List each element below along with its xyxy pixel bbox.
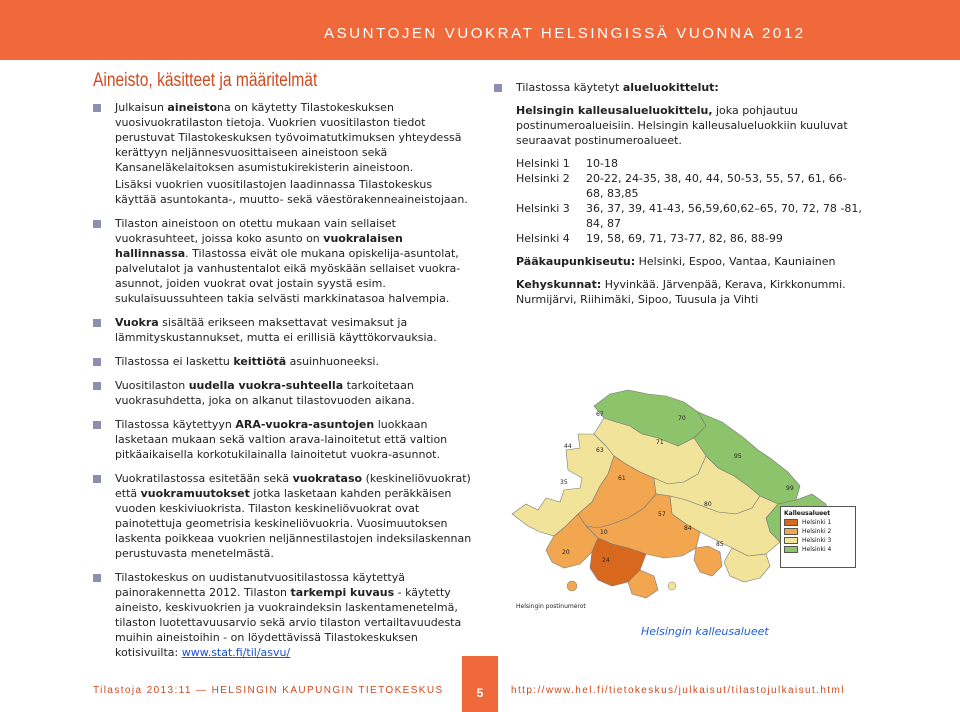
- kalleusalue-table: [516, 156, 864, 246]
- legend-item: [784, 546, 852, 553]
- area-postal-codes: 36, 37, 39, 41-43, 56,59,60,62–65, 70, 72, 78 -81, 84, 87: [586, 202, 862, 230]
- legend-item: [784, 528, 852, 535]
- map-postal-label: 85: [716, 541, 724, 548]
- map-postal-label: 10: [600, 529, 608, 536]
- legend-swatch: [784, 528, 798, 535]
- paragraph-uusi-vuokrasuhde: Vuositilaston uudella vuokra-suhteella tarkoitetaan vuokrasuhdetta, joka on alkanut tilastovuoden aikana.: [93, 378, 475, 408]
- legend-swatch: [784, 537, 798, 544]
- legend-swatch: [784, 519, 798, 526]
- map-postal-label: 63: [596, 447, 604, 454]
- map-postal-label: 61: [618, 475, 626, 482]
- bullet-square-icon: [93, 475, 101, 483]
- paragraph-hallinnassa: Tilaston aineistoon on otettu mukaan vain sellaiset vuokrasuhteet, joissa koko asunto on vuokralaisen hallinnassa. Tilastossa eivät ole mukana opiskelija-asuntolat, palvelutalot ja vanhustentalot eikä myöskään sellaiset vuokra-asunnot, joiden vuokrat ovat jostain syystä esim. sukulaisuussuhteen takia selvästi markkinatasoa halvempia.: [93, 216, 475, 306]
- area-name: Helsinki 3: [516, 202, 570, 215]
- kehyskunnat: Kehyskunnat: Hyvinkää. Järvenpää, Kerava, Kirkkonummi. Nurmijärvi, Riihimäki, Sipoo, Tuusula ja Vihti: [516, 278, 846, 306]
- map-postal-label: 57: [658, 511, 666, 518]
- area-name: Helsinki 4: [516, 232, 570, 245]
- map-postal-label: 71: [656, 439, 664, 446]
- page-header-title: ASUNTOJEN VUOKRAT HELSINGISSÄ VUONNA 2012: [324, 25, 806, 42]
- area-row: [516, 201, 864, 231]
- postal-note: Helsingin postinumerot: [516, 603, 586, 610]
- area-postal-codes: 10-18: [586, 157, 618, 170]
- page-number: 5: [476, 686, 484, 700]
- bullet-square-icon: [93, 104, 101, 112]
- map-postal-label: 70: [678, 415, 686, 422]
- paragraph-vuokrataso: Vuokratilastossa esitetään sekä vuokrataso (keskineliövuokrat) että vuokramuutokset jotka lasketaan kahden peräkkäisen vuoden keskiviuokrista. Tilaston keskineliövuokrat ovat painotettuja geometrisia keskineliövuokria. Vuosimuutoksen laskenta poikkeaa vuokrien neljännestilastojen indeksilaskennan perustuvasta menetelmästä.: [93, 471, 475, 561]
- area-postal-codes: 19, 58, 69, 71, 73-77, 82, 86, 88-99: [586, 232, 783, 245]
- legend-label: Helsinki 1: [802, 519, 832, 526]
- kalleusalue-description: Helsingin kalleusalueluokittelu, joka pohjautuu postinumeroalueisiin. Helsingin kalleusalueluokkiin kuuluvat seuraavat postinumeroalueet.: [516, 104, 848, 147]
- bullet-square-icon: [494, 84, 502, 92]
- helsinki-price-area-map: [508, 386, 843, 616]
- area-row: [516, 171, 864, 201]
- bullet-square-icon: [93, 358, 101, 366]
- area-postal-codes: 20-22, 24-35, 38, 40, 44, 50-53, 55, 57, 61, 66-68, 83,85: [586, 172, 847, 200]
- legend-item: [784, 537, 852, 544]
- bullet-square-icon: [93, 421, 101, 429]
- stat-fi-link[interactable]: www.stat.fi/til/asvu/: [181, 646, 291, 659]
- map-area-south-islands: [694, 546, 722, 576]
- alueluokittelut-heading: Tilastossa käytetyt alueluokittelut:: [494, 80, 864, 95]
- map-island: [668, 582, 676, 590]
- left-column: [93, 100, 475, 669]
- map-postal-label: 67: [596, 411, 604, 418]
- right-column: [494, 80, 864, 315]
- page-number-box: [462, 656, 498, 712]
- paragraph-aineisto-cont: Lisäksi vuokrien vuositilastojen laadinnassa Tilastokeskus käyttää asuntokanta-, muutto- sekä väestörakenneaineistojaan.: [115, 178, 468, 206]
- legend-title: Kalleusalueet: [784, 510, 831, 517]
- map-postal-label: 44: [564, 443, 572, 450]
- area-name: Helsinki 1: [516, 157, 570, 170]
- paragraph-kuvaus: Tilastokeskus on uudistanutvuositilastossa käytettyä painorakennetta 2012. Tilaston tarkempi kuvaus - käytetty aineisto, keskivuokrien ja vuokraindeksin laskentamenetelmä, tilaston luotettavuusarvio sekä arvio tilaston vertailtavuudesta muihin aineistoihin - on löydettävissä Tilastokeskuksen kotisivuilta: www.stat.fi/til/asvu/: [93, 570, 475, 660]
- map-island: [567, 581, 577, 591]
- map-postal-label: 24: [602, 557, 610, 564]
- legend-label: Helsinki 2: [802, 528, 832, 535]
- area-row: [516, 156, 864, 171]
- legend-label: Helsinki 3: [802, 537, 832, 544]
- map-postal-label: 84: [684, 525, 692, 532]
- footer-url[interactable]: http://www.hel.fi/tietokeskus/julkaisut/tilastojulkaisut.html: [511, 685, 845, 696]
- section-title: Aineisto, käsitteet ja määritelmät: [93, 70, 318, 91]
- paragraph-keittio: Tilastossa ei laskettu keittiötä asuinhuoneeksi.: [93, 354, 475, 369]
- paragraph-vuokra: Vuokra sisältää erikseen maksettavat vesimaksut ja lämmityskustannukset, mutta ei erillisiä käyttökorvauksia.: [93, 315, 475, 345]
- map-postal-label: 20: [562, 549, 570, 556]
- legend-swatch: [784, 546, 798, 553]
- paragraph-aineisto: Julkaisun aineistona on käytetty Tilastokeskuksen vuosivuokratilaston tietoja. Vuokrien vuositilaston tiedot perustuvat Tilastokeskuksen työvoimatutkimuksen yhteydessä kerättyyn neljännesvuosittaiseen aineistoon sekä Kansaneläkelaitoksen asumistukirekisterin aineistoon.: [93, 100, 475, 175]
- map-caption: Helsingin kalleusalueet: [641, 625, 769, 638]
- area-name: Helsinki 2: [516, 172, 570, 185]
- map-postal-label: 99: [786, 485, 794, 492]
- bullet-square-icon: [93, 382, 101, 390]
- bullet-square-icon: [93, 220, 101, 228]
- map-postal-label: 35: [560, 479, 568, 486]
- bullet-square-icon: [93, 574, 101, 582]
- bullet-square-icon: [93, 319, 101, 327]
- header-band: [0, 0, 960, 60]
- map-legend: [780, 506, 856, 568]
- area-row: [516, 231, 864, 246]
- footer-left: Tilastoja 2013:11 — HELSINGIN KAUPUNGIN TIETOKESKUS: [93, 685, 444, 696]
- paragraph-ara: Tilastossa käytettyyn ARA-vuokra-asuntojen luokkaan lasketaan mukaan sekä valtion arava-lainoitetut että valtion pitkäaikaisella korkotukilainalla lainoitetut vuokra-asunnot.: [93, 417, 475, 462]
- map-postal-label: 80: [704, 501, 712, 508]
- map-postal-label: 95: [734, 453, 742, 460]
- paakaupunkiseutu: Pääkaupunkiseutu: Helsinki, Espoo, Vantaa, Kauniainen: [516, 255, 836, 268]
- legend-item: [784, 519, 852, 526]
- legend-label: Helsinki 4: [802, 546, 832, 553]
